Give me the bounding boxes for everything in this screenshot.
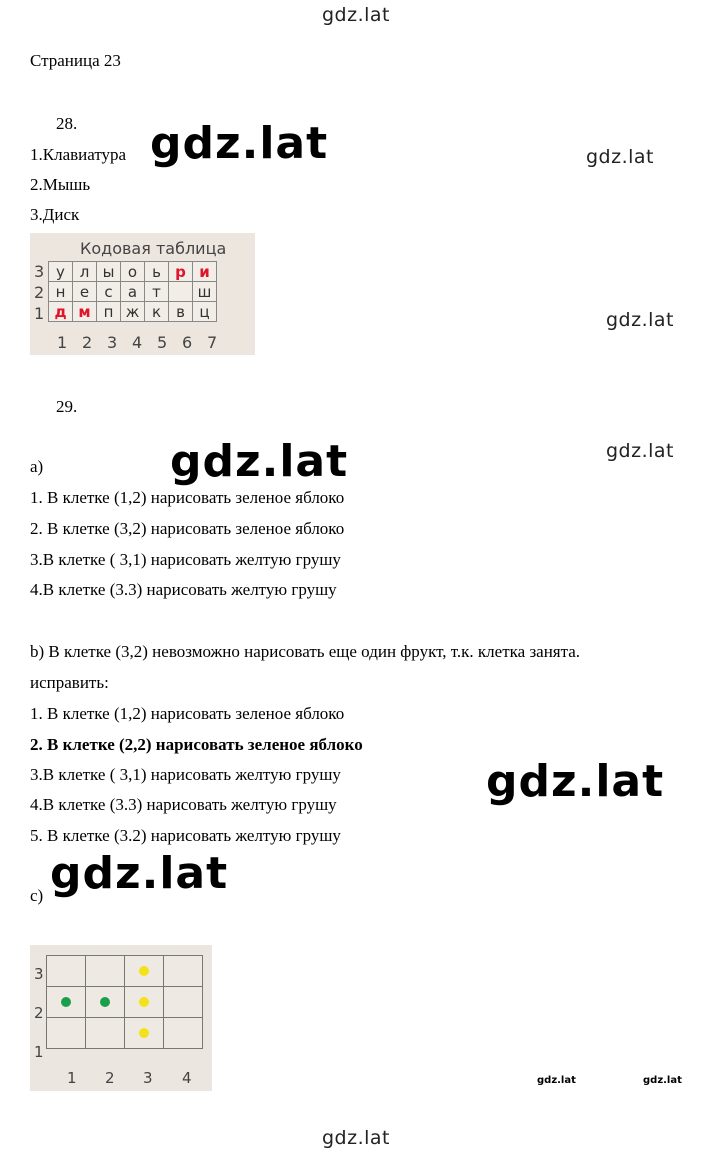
part-c-label: c)	[30, 886, 44, 905]
fruit-grid-cell	[47, 987, 86, 1018]
fruit-grid-cell	[86, 987, 125, 1018]
watermark-right-2: gdz.lat	[606, 309, 675, 331]
fruit-grid-table	[46, 955, 203, 1049]
code-table-col-label: 4	[132, 333, 143, 352]
watermark-big-1: gdz.lat	[150, 118, 329, 169]
code-table-cell: п	[97, 302, 121, 322]
fruit-grid-cell	[164, 987, 203, 1018]
part-b-line: 3.В клетке ( 3,1) нарисовать желтую грушу	[30, 765, 341, 784]
task-28-item-3: 3.Диск	[30, 205, 80, 224]
fruit-grid-col-label: 1	[67, 1069, 77, 1087]
part-a-label: a)	[30, 457, 44, 476]
task-29-number: 29.	[56, 397, 78, 416]
fruit-grid-row	[47, 956, 203, 987]
code-table-row-label: 2	[34, 283, 45, 302]
part-a-line: 2. В клетке (3,2) нарисовать зеленое яблоко	[30, 519, 345, 538]
code-table-cell-highlighted: р	[169, 262, 193, 282]
green-apple-dot	[61, 997, 71, 1007]
task-28-item-1: 1.Клавиатура	[30, 145, 127, 164]
code-table-row-label: 1	[34, 304, 45, 323]
code-table-title: Кодовая таблица	[80, 239, 227, 258]
code-table-cell: к	[145, 302, 169, 322]
fruit-grid-cell	[47, 1018, 86, 1049]
fruit-grid-cell	[47, 956, 86, 987]
part-b-line-corrected: 2. В клетке (2,2) нарисовать зеленое яблоко	[30, 735, 363, 754]
yellow-pear-dot	[139, 997, 149, 1007]
code-table-row	[49, 262, 217, 282]
code-table-cell: т	[145, 282, 169, 302]
fruit-grid-row	[47, 1018, 203, 1049]
fruit-grid-row-label: 2	[34, 1004, 44, 1022]
part-a-line: 3.В клетке ( 3,1) нарисовать желтую грушу	[30, 550, 341, 569]
part-b-line: 4.В клетке (3.3) нарисовать желтую грушу	[30, 795, 337, 814]
watermark-right-3: gdz.lat	[606, 440, 675, 462]
code-table-row	[49, 282, 217, 302]
task-28-item-2: 2.Мышь	[30, 175, 91, 194]
code-table-cell: о	[121, 262, 145, 282]
code-table-cell-highlighted: м	[73, 302, 97, 322]
part-b-line: 1. В клетке (1,2) нарисовать зеленое яблоко	[30, 704, 345, 723]
fruit-grid-col-label: 2	[105, 1069, 115, 1087]
watermark-big-2: gdz.lat	[170, 436, 349, 487]
part-b-line: 5. В клетке (3.2) нарисовать желтую грушу	[30, 826, 341, 845]
part-a-line: 4.В клетке (3.3) нарисовать желтую грушу	[30, 580, 337, 599]
code-table-cell: а	[121, 282, 145, 302]
code-table-row	[49, 302, 217, 322]
watermark-big-3: gdz.lat	[486, 756, 665, 807]
code-table-cell: л	[73, 262, 97, 282]
code-table-col-label: 5	[157, 333, 168, 352]
fruit-grid-row	[47, 987, 203, 1018]
watermark-right-1: gdz.lat	[586, 146, 655, 168]
code-table-col-label: 1	[57, 333, 68, 352]
fruit-grid-cell	[164, 1018, 203, 1049]
code-table-cell-highlighted: д	[49, 302, 73, 322]
code-table-grid	[48, 261, 217, 322]
watermark-tiny-2: gdz.lat	[643, 1075, 682, 1086]
code-table-cell: ж	[121, 302, 145, 322]
code-table-col-label: 6	[182, 333, 193, 352]
fruit-grid-cell	[164, 956, 203, 987]
fruit-grid-cell	[125, 1018, 164, 1049]
yellow-pear-dot	[139, 966, 149, 976]
code-table-cell: у	[49, 262, 73, 282]
code-table-col-label: 7	[207, 333, 218, 352]
watermark-tiny-1: gdz.lat	[537, 1075, 576, 1086]
task-28-number: 28.	[56, 114, 78, 133]
code-table-cell-highlighted: и	[193, 262, 217, 282]
code-table-image	[30, 233, 255, 355]
code-table-cell: с	[97, 282, 121, 302]
fruit-grid-cell	[125, 956, 164, 987]
part-a-line: 1. В клетке (1,2) нарисовать зеленое яблоко	[30, 488, 345, 507]
fruit-grid-cell	[125, 987, 164, 1018]
code-table-col-label: 3	[107, 333, 118, 352]
code-table-col-label: 2	[82, 333, 93, 352]
fruit-grid-cell	[86, 956, 125, 987]
code-table-row-label: 3	[34, 262, 45, 281]
fruit-grid-cell	[86, 1018, 125, 1049]
watermark-bottom: gdz.lat	[322, 1127, 391, 1149]
code-table-cell: ц	[193, 302, 217, 322]
fruit-grid-col-label: 3	[143, 1069, 153, 1087]
yellow-pear-dot	[139, 1028, 149, 1038]
code-table-cell: в	[169, 302, 193, 322]
code-table-cell: ь	[145, 262, 169, 282]
part-b-fix-label: исправить:	[30, 673, 109, 692]
fruit-grid-row-label: 3	[34, 965, 44, 983]
code-table-cell: ш	[193, 282, 217, 302]
fruit-grid-image	[30, 945, 212, 1091]
fruit-grid-row-label: 1	[34, 1043, 44, 1061]
green-apple-dot	[100, 997, 110, 1007]
watermark-big-4: gdz.lat	[50, 848, 229, 899]
page-label: Страница 23	[30, 51, 121, 70]
watermark-top: gdz.lat	[322, 4, 391, 26]
code-table-cell: н	[49, 282, 73, 302]
fruit-grid-col-label: 4	[182, 1069, 192, 1087]
code-table-cell: ы	[97, 262, 121, 282]
code-table-cell	[169, 282, 193, 302]
code-table-cell: е	[73, 282, 97, 302]
part-b-intro: b) В клетке (3,2) невозможно нарисовать еще один фрукт, т.к. клетка занята.	[30, 642, 581, 661]
